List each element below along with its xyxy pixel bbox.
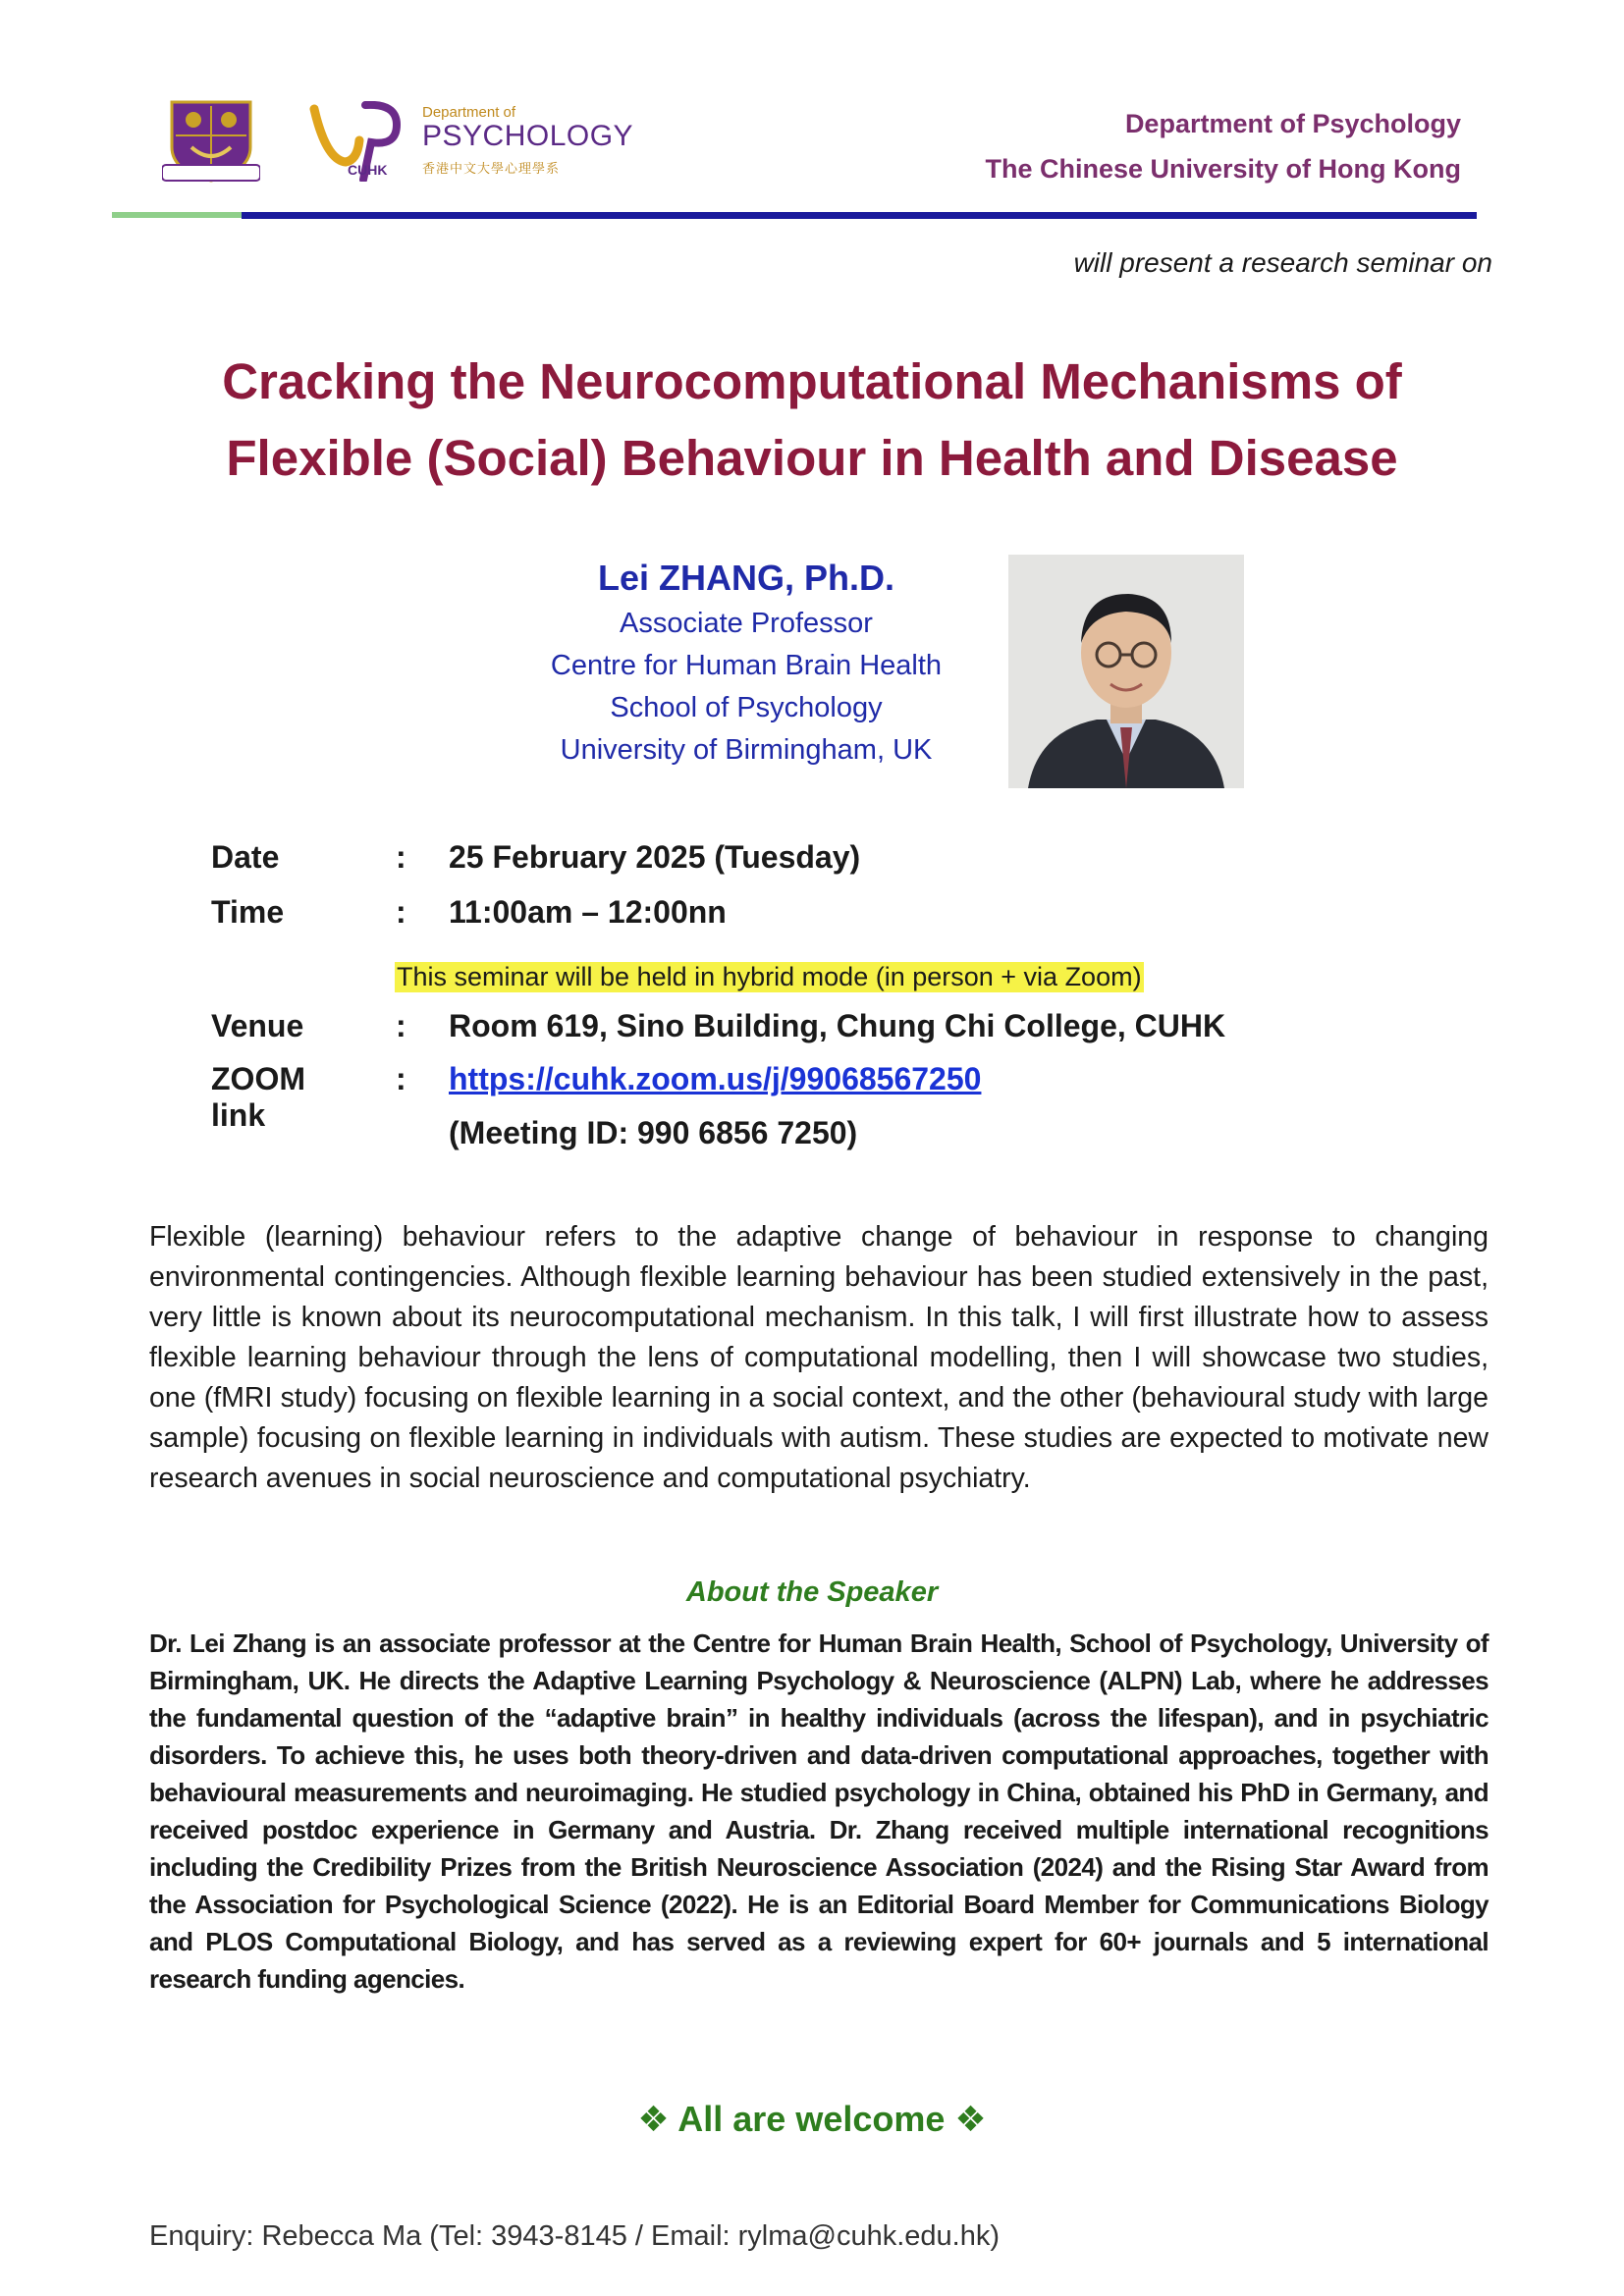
speaker-photo [1008, 555, 1244, 788]
header-dept-line1: Department of Psychology [1124, 109, 1461, 138]
cuhk-crest-logo [162, 96, 260, 187]
logo-dept-small-text: Department of [422, 104, 516, 121]
speaker-school: School of Psychology [610, 692, 883, 723]
logo-psychology-text: PSYCHOLOGY [422, 120, 634, 152]
date-colon: : [396, 839, 406, 875]
time-colon: : [396, 894, 406, 930]
title-line2: Flexible (Social) Behaviour in Health and Disease [226, 430, 1398, 486]
enquiry-text: Enquiry: Rebecca Ma (Tel: 3943-8145 / Email: rylma@cuhk.edu.hk) [149, 2220, 1000, 2252]
psychology-dept-logo [306, 101, 634, 182]
time-value: 11:00am – 12:00nn [449, 894, 727, 930]
meeting-id: (Meeting ID: 990 6856 7250) [449, 1115, 858, 1150]
title-line1: Cracking the Neurocomputational Mechanisms of [222, 353, 1402, 409]
venue-colon: : [396, 1008, 406, 1043]
speaker-university: University of Birmingham, UK [560, 734, 933, 766]
about-speaker-heading: About the Speaker [685, 1576, 939, 1608]
all-welcome-text: ❖ All are welcome ❖ [637, 2099, 987, 2139]
venue-label: Venue [211, 1008, 304, 1043]
zoom-link[interactable]: https://cuhk.zoom.us/j/99068567250 [449, 1061, 982, 1096]
abstract-text: Flexible (learning) behaviour refers to the adaptive change of behaviour in response to changing environmental contingencies. Although flexible learning behaviour has been studied extensively in the past, very little is known about its neurocomputational mechanism. In this talk, I will first illustrate how to assess flexible learning behaviour through the lens of computational modelling, then I will showcase two studies, one (fMRI study) focusing on flexible learning in a social context, and the other (behavioural study with large sample) focusing on flexible learning in individuals with autism. These studies are expected to motivate new research avenues in social neuroscience and computational psychiatry. [149, 1221, 1489, 1494]
hybrid-note: This seminar will be held in hybrid mode (in person + via Zoom) [397, 962, 1142, 991]
seminar-title [0, 344, 1624, 497]
zoom-colon: : [396, 1061, 406, 1096]
date-label: Date [211, 839, 280, 875]
intro-text: will present a research seminar on [1073, 247, 1492, 278]
header-rule-blue [242, 212, 1477, 219]
logo-chinese-text: 香港中文大學心理學系 [422, 161, 561, 176]
speaker-position: Associate Professor [620, 608, 873, 639]
speaker-bio: Dr. Lei Zhang is an associate professor at the Centre for Human Brain Health, School of Psychology, University of Birmingham, UK. He directs the Adaptive Learning Psychology & Neuroscience (ALPN) Lab, where he addresses the fundamental question of the “adaptive brain” in healthy individuals (across the lifespan), and in psychiatric disorders. To achieve this, he uses both theory-driven and data-driven computational approaches, together with behavioural measurements and neuroimaging. He studied psychology in China, obtained his PhD in Germany, and received postdoc experience in Germany and Austria. Dr. Zhang received multiple international recognitions including the Credibility Prizes from the British Neuroscience Association (2024) and the Rising Star Award from the Association for Psychological Science (2022). He is an Editorial Board Member for Communications Biology and PLOS Computational Biology, and has served as a reviewing expert for 60+ journals and 5 international research funding agencies. [149, 1629, 1489, 1994]
speaker-name: Lei ZHANG, Ph.D. [597, 558, 894, 598]
header-rule-green [112, 212, 242, 218]
header-department [985, 101, 1461, 191]
time-label: Time [211, 894, 285, 930]
header-dept-line2: The Chinese University of Hong Kong [985, 154, 1461, 184]
speaker-centre: Centre for Human Brain Health [550, 650, 943, 681]
speaker-info [471, 554, 1021, 772]
date-value: 25 February 2025 (Tuesday) [449, 839, 861, 875]
logo-cuhk-text: CUHK [348, 162, 388, 178]
zoom-label: ZOOM link [211, 1061, 305, 1133]
venue-value: Room 619, Sino Building, Chung Chi College, CUHK [449, 1008, 1226, 1043]
